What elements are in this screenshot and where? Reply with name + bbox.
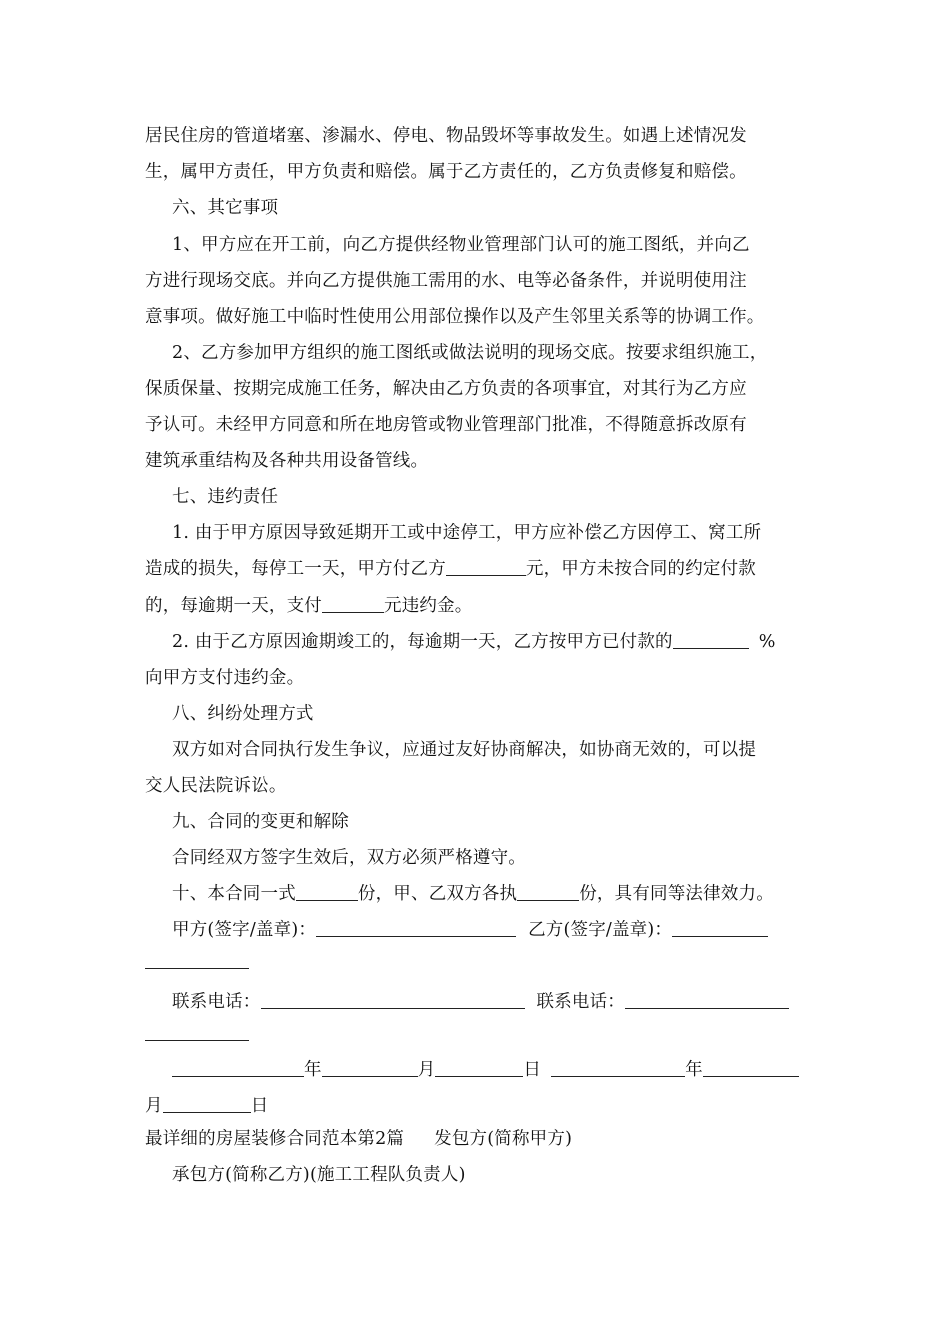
text: 予认可。未经甲方同意和所在地房管或物业管理部门批准，不得随意拆改原有 bbox=[145, 415, 747, 435]
paragraph-line bbox=[172, 233, 750, 257]
paragraph-line bbox=[145, 305, 765, 329]
phone-line-continued bbox=[145, 1022, 249, 1046]
heading-text: 七、违约责任 bbox=[172, 487, 279, 507]
paragraph-line bbox=[145, 557, 756, 581]
month-label: 月 bbox=[417, 1060, 436, 1080]
blank-field[interactable] bbox=[673, 630, 749, 649]
text: 向甲方支付违约金。 bbox=[145, 668, 305, 688]
party-b-month-field[interactable] bbox=[703, 1058, 799, 1077]
text: 造成的损失，每停工一天，甲方付乙方 bbox=[145, 559, 446, 579]
month-label: 月 bbox=[145, 1096, 163, 1116]
section-heading bbox=[172, 485, 278, 509]
year-label: 年 bbox=[685, 1060, 703, 1080]
text: 居民住房的管道堵塞、渗漏水、停电、物品毁坏等事故发生。如遇上述情况发 bbox=[145, 126, 747, 146]
contractor-label: 承包方(简称乙方)(施工工程队负责人) bbox=[172, 1165, 466, 1185]
paragraph-line bbox=[145, 377, 747, 401]
paragraph-line bbox=[145, 124, 747, 148]
party-b-signature-field[interactable] bbox=[672, 918, 768, 937]
text: 元违约金。 bbox=[384, 596, 473, 616]
text: 1. 由于甲方原因导致延期开工或中途停工，甲方应补偿乙方因停工、窝工所 bbox=[172, 523, 762, 543]
text: 1、甲方应在开工前，向乙方提供经物业管理部门认可的施工图纸，并向乙 bbox=[172, 235, 750, 255]
date-line bbox=[172, 1058, 799, 1082]
paragraph-line bbox=[172, 341, 767, 365]
text: 双方如对合同执行发生争议，应通过友好协商解决，如协商无效的，可以提 bbox=[172, 740, 757, 760]
party-b-year-field[interactable] bbox=[551, 1058, 685, 1077]
text: 方进行现场交底。并向乙方提供施工需用的水、电等必备条件，并说明使用注 bbox=[145, 271, 747, 291]
party-b-day-field[interactable] bbox=[163, 1094, 251, 1113]
paragraph-line bbox=[145, 774, 287, 798]
next-contract-heading bbox=[145, 1127, 572, 1151]
paragraph-line bbox=[145, 666, 304, 690]
text: 建筑承重结构及各种共用设备管线。 bbox=[145, 451, 429, 471]
paragraph-line bbox=[172, 846, 526, 870]
section-heading bbox=[172, 196, 278, 220]
paragraph-line bbox=[172, 521, 761, 545]
day-label: 日 bbox=[250, 1096, 269, 1116]
text: 意事项。做好施工中临时性使用公用部位操作以及产生邻里关系等的协调工作。 bbox=[145, 307, 765, 327]
paragraph-line bbox=[145, 594, 473, 618]
party-a-phone-field[interactable] bbox=[261, 990, 525, 1009]
heading-text: 九、合同的变更和解除 bbox=[172, 812, 349, 832]
paragraph-line bbox=[145, 160, 747, 184]
heading-text: 六、其它事项 bbox=[172, 198, 279, 218]
paragraph-line bbox=[145, 269, 747, 293]
party-b-phone-label: 联系电话： bbox=[536, 992, 625, 1012]
party-b-phone-field-continued[interactable] bbox=[145, 1022, 249, 1041]
paragraph-line bbox=[145, 449, 428, 473]
party-a-year-field[interactable] bbox=[172, 1058, 304, 1077]
employer-label: 发包方(简称甲方) bbox=[434, 1129, 573, 1149]
text: 份，甲、乙双方各执 bbox=[357, 884, 518, 904]
party-a-signature-field[interactable] bbox=[316, 918, 516, 937]
text: 元，甲方未按合同的约定付款 bbox=[525, 559, 757, 579]
signature-line-continued bbox=[145, 950, 249, 974]
text: 保质保量、按期完成施工任务，解决由乙方负责的各项事宜，对其行为乙方应 bbox=[145, 379, 747, 399]
text: 份，具有同等法律效力。 bbox=[579, 884, 774, 904]
paragraph-line bbox=[172, 1163, 466, 1187]
text: 2. 由于乙方原因逾期竣工的，每逾期一天，乙方按甲方已付款的 bbox=[172, 632, 673, 652]
signature-line bbox=[172, 918, 768, 942]
percent-sign: % bbox=[758, 632, 776, 652]
day-label: 日 bbox=[523, 1060, 542, 1080]
phone-line bbox=[172, 990, 789, 1014]
text: 交人民法院诉讼。 bbox=[145, 776, 287, 796]
text: 生，属甲方责任，甲方负责和赔偿。属于乙方责任的，乙方负责修复和赔偿。 bbox=[145, 162, 747, 182]
text: 十、本合同一式 bbox=[172, 884, 296, 904]
party-b-signature-label: 乙方(签字/盖章)： bbox=[528, 920, 673, 940]
party-a-phone-label: 联系电话： bbox=[172, 992, 261, 1012]
blank-field[interactable] bbox=[517, 882, 579, 901]
blank-field[interactable] bbox=[296, 882, 358, 901]
year-label: 年 bbox=[304, 1060, 322, 1080]
paragraph-line bbox=[172, 882, 774, 906]
party-a-month-field[interactable] bbox=[322, 1058, 418, 1077]
date-line-continued bbox=[145, 1094, 268, 1118]
paragraph-line bbox=[172, 630, 776, 654]
blank-field[interactable] bbox=[322, 594, 384, 613]
paragraph-line bbox=[145, 413, 747, 437]
party-b-phone-field[interactable] bbox=[625, 990, 789, 1009]
paragraph-line bbox=[172, 738, 756, 762]
section-heading bbox=[172, 702, 314, 726]
contract-title: 最详细的房屋装修合同范本第2篇 bbox=[145, 1129, 405, 1149]
heading-text: 八、纠纷处理方式 bbox=[172, 704, 314, 724]
party-b-signature-field-continued[interactable] bbox=[145, 950, 249, 969]
text: 的，每逾期一天，支付 bbox=[145, 596, 322, 616]
party-a-signature-label: 甲方(签字/盖章)： bbox=[172, 920, 317, 940]
section-heading bbox=[172, 810, 349, 834]
blank-field[interactable] bbox=[446, 557, 526, 576]
text: 2、乙方参加甲方组织的施工图纸或做法说明的现场交底。按要求组织施工， bbox=[172, 343, 768, 363]
text: 合同经双方签字生效后，双方必须严格遵守。 bbox=[172, 848, 526, 868]
party-a-day-field[interactable] bbox=[435, 1058, 523, 1077]
